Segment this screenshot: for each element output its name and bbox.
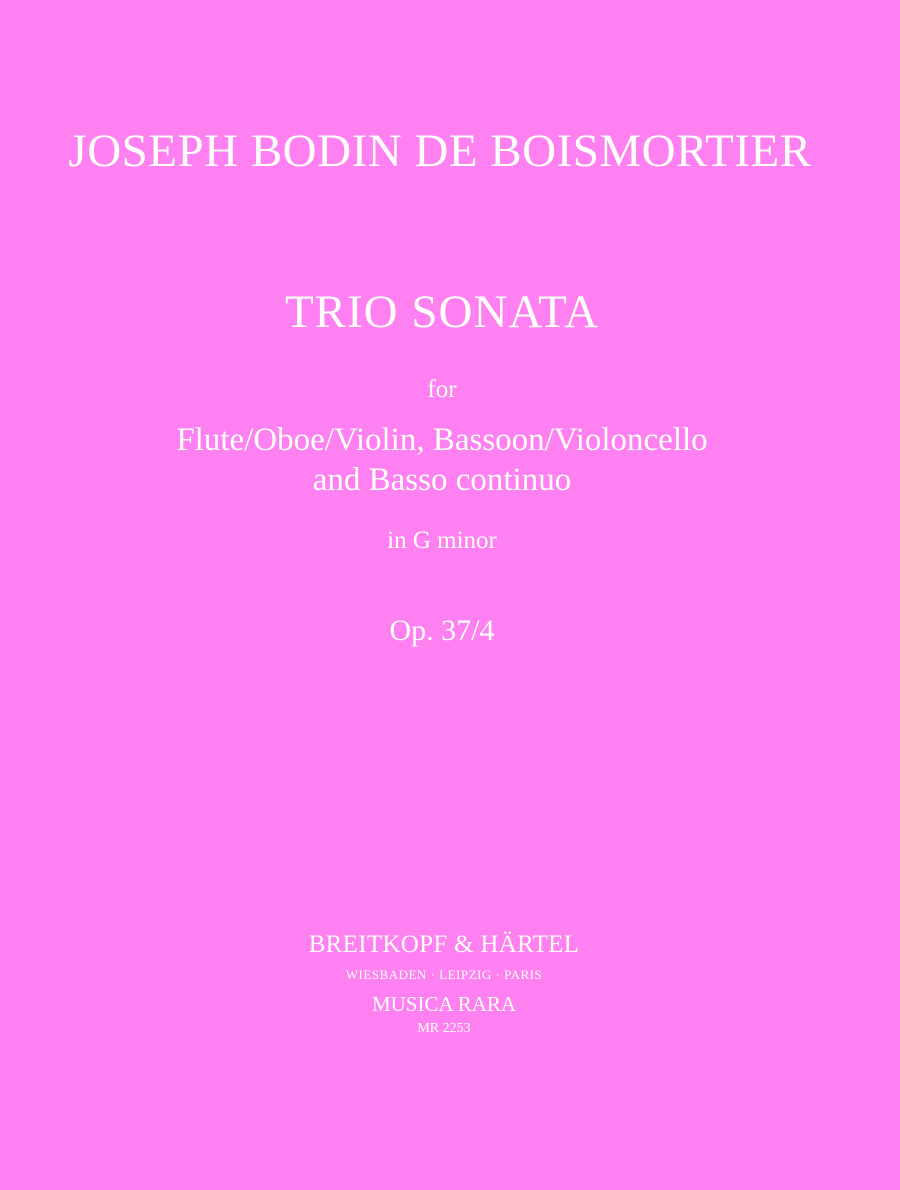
instrumentation-line-2: and Basso continuo [312, 462, 572, 498]
instrumentation-line-1: Flute/Oboe/Violin, Bassoon/Violoncello [176, 422, 708, 458]
catalog-number: MR 2253 [417, 1021, 471, 1036]
work-title: TRIO SONATA [284, 286, 600, 338]
key-signature: in G minor [387, 527, 497, 554]
opus-number: Op. 37/4 [389, 614, 495, 647]
publisher-cities: WIESBADEN · LEIPZIG · PARIS [345, 967, 543, 982]
composer-name: JOSEPH BODIN DE BOISMORTIER [68, 125, 812, 177]
publisher-name: BREITKOPF & HÄRTEL [308, 931, 580, 958]
for-label: for [427, 376, 457, 403]
imprint-name: MUSICA RARA [371, 992, 517, 1016]
